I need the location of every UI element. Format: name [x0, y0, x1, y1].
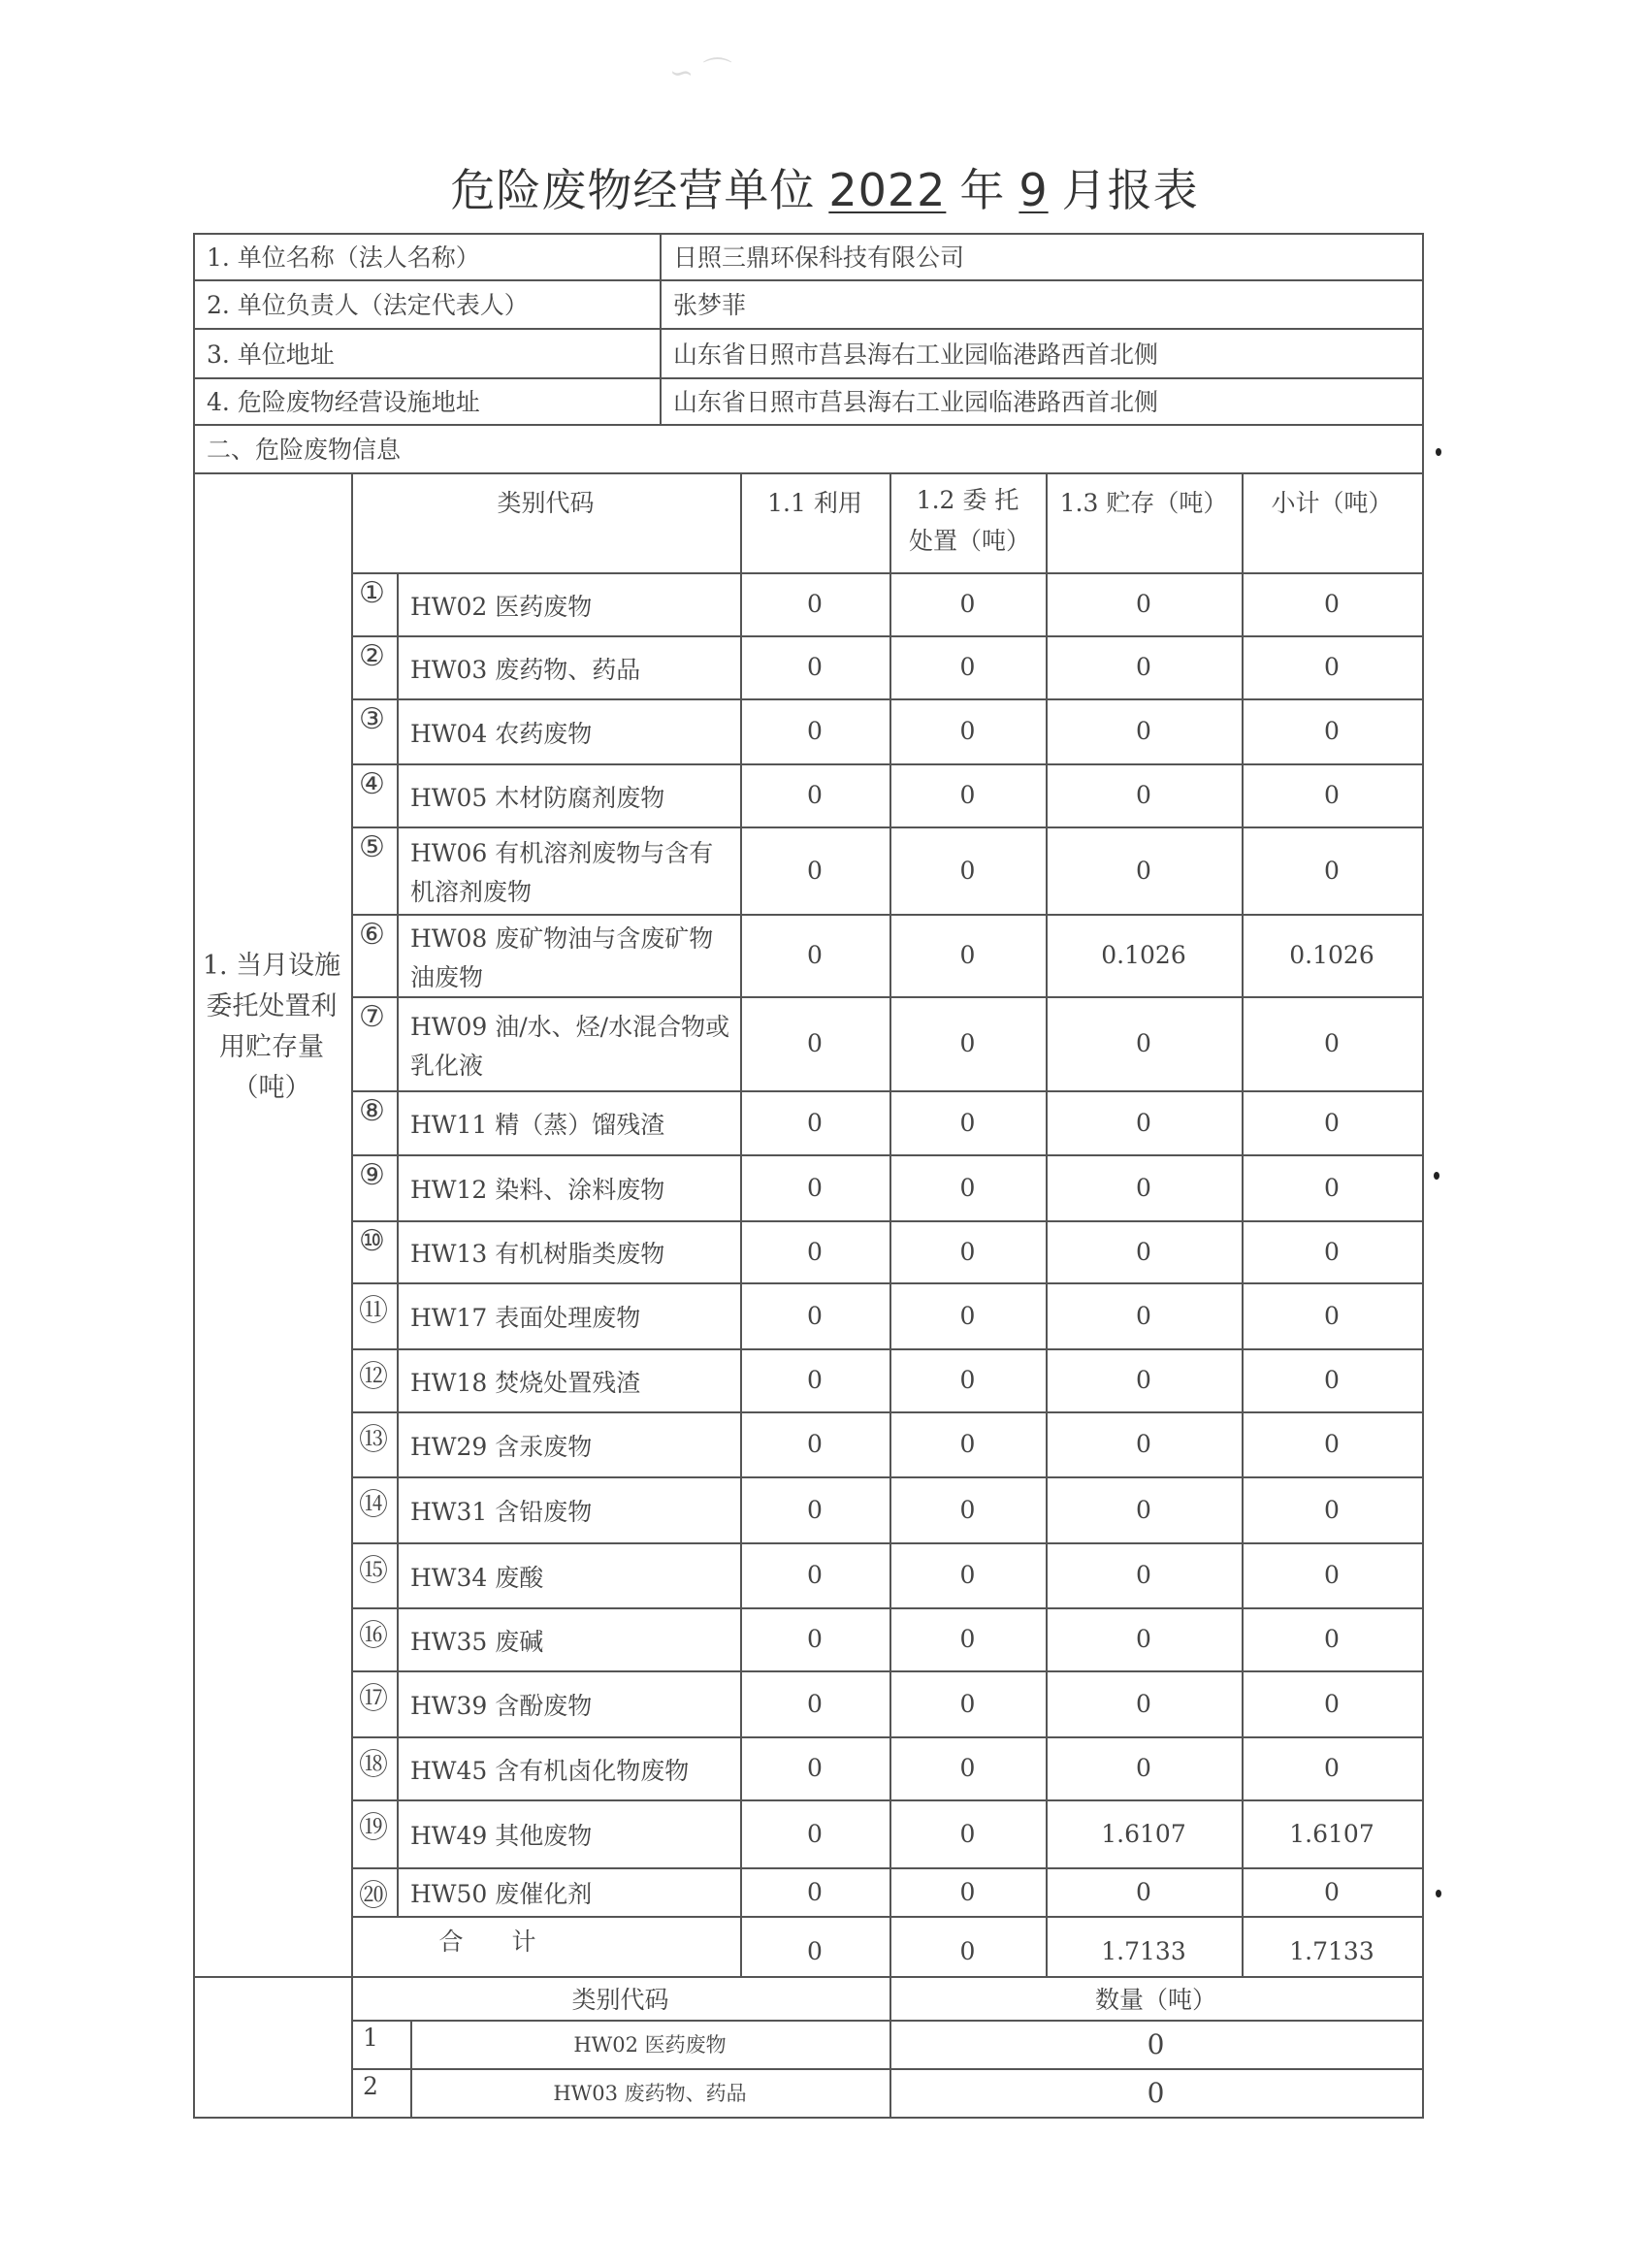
- row-number: ⑩: [359, 1224, 385, 1258]
- value-entrusted: [889, 635, 1046, 698]
- waste-category: [397, 1476, 740, 1542]
- value-entrusted: [889, 1799, 1046, 1867]
- value-utilize: [740, 1799, 889, 1867]
- value-entrusted-text: 0: [959, 1173, 976, 1202]
- value-subtotal-text: 1.6107: [1289, 1819, 1374, 1848]
- value-subtotal: [1242, 1090, 1422, 1154]
- value-utilize: [740, 1282, 889, 1348]
- value-utilize-text: 0: [807, 856, 823, 885]
- table-border-left: [193, 233, 195, 2117]
- waste-category: [397, 572, 740, 635]
- total-label: [351, 1916, 740, 1964]
- value-subtotal: [1242, 914, 1422, 996]
- table2-row-number-text: 2: [363, 2072, 378, 2100]
- waste-category-text: HW13 有机树脂类废物: [410, 1240, 665, 1268]
- waste-category-text: HW09 油/水、烃/水混合物或乳化液: [410, 1012, 730, 1080]
- value-entrusted-text: 0: [959, 1689, 976, 1718]
- value-utilize-text: 0: [807, 1689, 823, 1718]
- total-entrusted-text: 0: [959, 1936, 976, 1965]
- value-storage: [1046, 763, 1242, 826]
- table2-quantity-text: 0: [1147, 2027, 1165, 2060]
- value-utilize: [740, 763, 889, 826]
- value-subtotal: [1242, 1867, 1422, 1916]
- value-subtotal-text: 0: [1324, 856, 1340, 885]
- value-storage: [1046, 1670, 1242, 1736]
- value-utilize-text: 0: [807, 1561, 823, 1589]
- waste-category: [397, 996, 740, 1090]
- value-storage-text: 0: [1136, 1561, 1151, 1589]
- value-utilize-text: 0: [807, 941, 823, 969]
- value-storage: [1046, 1867, 1242, 1916]
- value-entrusted-text: 0: [959, 1301, 976, 1330]
- waste-category-text: HW17 表面处理废物: [410, 1304, 641, 1332]
- value-storage: [1046, 996, 1242, 1090]
- value-subtotal-text: 0: [1324, 1689, 1340, 1718]
- value-subtotal-text: 0: [1324, 1173, 1340, 1202]
- row-number: ⑨: [359, 1158, 385, 1192]
- value-subtotal-text: 0: [1324, 590, 1340, 618]
- value-entrusted-text: 0: [959, 781, 976, 809]
- value-utilize-text: 0: [807, 653, 823, 681]
- table-border-right: [1422, 233, 1424, 2117]
- table2-header-category-text: 类别代码: [571, 1985, 669, 2014]
- row-number: ⑬: [359, 1423, 388, 1457]
- value-entrusted-text: 0: [959, 653, 976, 681]
- waste-category: [397, 1607, 740, 1670]
- total-storage: [1046, 1916, 1242, 1976]
- section-divider: [193, 1976, 351, 1978]
- info-value: [660, 233, 1422, 279]
- value-entrusted: [889, 1348, 1046, 1411]
- value-entrusted-text: 0: [959, 1877, 976, 1906]
- scan-speck: [1436, 448, 1441, 456]
- value-subtotal-text: 0: [1324, 1561, 1340, 1589]
- value-storage: [1046, 1090, 1242, 1154]
- value-subtotal: [1242, 1476, 1422, 1542]
- table2-row-number: [351, 2020, 410, 2068]
- section-title: [193, 424, 1422, 472]
- info-label-text: 3. 单位地址: [207, 340, 335, 369]
- value-entrusted-text: 0: [959, 1108, 976, 1137]
- value-entrusted-text: 0: [959, 1366, 976, 1394]
- value-subtotal-text: 0: [1324, 1430, 1340, 1458]
- waste-category: [397, 1867, 740, 1916]
- value-utilize-text: 0: [807, 1754, 823, 1782]
- value-subtotal: [1242, 763, 1422, 826]
- value-utilize: [740, 635, 889, 698]
- value-storage-text: 0: [1136, 590, 1151, 618]
- value-subtotal-text: 0: [1324, 1108, 1340, 1137]
- value-utilize: [740, 1607, 889, 1670]
- waste-category-text: HW50 废催化剂: [410, 1880, 593, 1908]
- table2-header-quantity: [889, 1976, 1422, 2020]
- info-value: [660, 377, 1422, 424]
- value-entrusted-text: 0: [959, 1430, 976, 1458]
- report-year: 2022: [828, 164, 947, 216]
- value-utilize-text: 0: [807, 1173, 823, 1202]
- value-entrusted: [889, 1542, 1046, 1607]
- waste-category-text: HW34 废酸: [410, 1563, 544, 1592]
- header-storage-text: 1.3 贮存（吨）: [1059, 489, 1228, 517]
- value-storage-text: 0.1026: [1101, 941, 1186, 969]
- value-utilize-text: 0: [807, 1495, 823, 1524]
- value-utilize: [740, 826, 889, 914]
- value-storage-text: 0: [1136, 781, 1151, 809]
- value-entrusted-text: 0: [959, 1237, 976, 1266]
- section-column-rule: [351, 472, 353, 2117]
- value-storage-text: 0: [1136, 1430, 1151, 1458]
- value-storage: [1046, 1736, 1242, 1799]
- value-entrusted-text: 0: [959, 1819, 976, 1848]
- value-entrusted: [889, 1670, 1046, 1736]
- header-entrusted-disposal-text: 1.2 委 托 处置（吨）: [909, 486, 1031, 555]
- waste-category: [397, 1220, 740, 1282]
- row-number: ⑰: [359, 1682, 388, 1716]
- section-title-text: 二、危险废物信息: [207, 436, 402, 464]
- waste-category-text: HW29 含汞废物: [410, 1432, 593, 1461]
- value-subtotal: [1242, 1670, 1422, 1736]
- total-entrusted: [889, 1916, 1046, 1976]
- value-storage: [1046, 1282, 1242, 1348]
- value-storage: [1046, 1220, 1242, 1282]
- value-utilize: [740, 572, 889, 635]
- waste-category: [397, 1348, 740, 1411]
- waste-category: [397, 1282, 740, 1348]
- value-subtotal-text: 0: [1324, 781, 1340, 809]
- value-storage-text: 0: [1136, 717, 1151, 745]
- row-number: ⑱: [359, 1748, 388, 1782]
- value-entrusted: [889, 1282, 1046, 1348]
- info-label: [193, 279, 660, 328]
- value-subtotal: [1242, 996, 1422, 1090]
- value-entrusted-text: 0: [959, 856, 976, 885]
- value-storage-text: 1.6107: [1101, 1819, 1186, 1848]
- total-label-text: 合 计: [438, 1928, 536, 1956]
- waste-category: [397, 698, 740, 763]
- info-value-text: 山东省日照市莒县海右工业园临港路西首北侧: [673, 340, 1159, 369]
- info-label-text: 2. 单位负责人（法定代表人）: [207, 291, 529, 319]
- value-utilize: [740, 1867, 889, 1916]
- waste-category: [397, 1090, 740, 1154]
- value-storage: [1046, 1348, 1242, 1411]
- value-utilize-text: 0: [807, 1301, 823, 1330]
- row-number: ⑪: [359, 1294, 388, 1328]
- row-number: ⑭: [359, 1488, 388, 1522]
- total-subtotal: [1242, 1916, 1422, 1976]
- value-storage-text: 0: [1136, 1877, 1151, 1906]
- waste-category-text: HW49 其他废物: [410, 1822, 593, 1850]
- value-utilize: [740, 996, 889, 1090]
- value-entrusted: [889, 1220, 1046, 1282]
- value-subtotal-text: 0: [1324, 1237, 1340, 1266]
- info-value-text: 日照三鼎环保科技有限公司: [673, 243, 965, 272]
- header-entrusted-disposal: [889, 472, 1046, 572]
- value-entrusted: [889, 826, 1046, 914]
- table-border-bottom: [193, 2117, 1424, 2119]
- value-utilize-text: 0: [807, 1366, 823, 1394]
- waste-category: [397, 914, 740, 996]
- value-entrusted-text: 0: [959, 1625, 976, 1653]
- value-utilize-text: 0: [807, 590, 823, 618]
- waste-category: [397, 1411, 740, 1476]
- value-utilize-text: 0: [807, 781, 823, 809]
- table2-quantity-text: 0: [1147, 2076, 1165, 2109]
- waste-category-text: HW35 废碱: [410, 1627, 544, 1656]
- value-utilize-text: 0: [807, 1877, 823, 1906]
- value-entrusted-text: 0: [959, 1561, 976, 1589]
- table2-header-quantity-text: 数量（吨）: [1094, 1985, 1216, 2014]
- value-utilize-text: 0: [807, 1108, 823, 1137]
- value-storage-text: 0: [1136, 1173, 1151, 1202]
- waste-category-text: HW03 废药物、药品: [410, 655, 641, 684]
- value-storage: [1046, 1411, 1242, 1476]
- row-number: ④: [359, 767, 385, 801]
- value-subtotal: [1242, 1607, 1422, 1670]
- value-entrusted: [889, 698, 1046, 763]
- row-number: ②: [359, 639, 385, 673]
- waste-category: [397, 635, 740, 698]
- value-subtotal-text: 0: [1324, 717, 1340, 745]
- waste-category-text: HW39 含酚废物: [410, 1692, 593, 1720]
- value-subtotal: [1242, 572, 1422, 635]
- row-number: ①: [359, 576, 385, 610]
- row-number: ⑲: [359, 1811, 388, 1845]
- value-storage-text: 0: [1136, 1495, 1151, 1524]
- report-month: 9: [1018, 164, 1049, 216]
- waste-category-text: HW05 木材防腐剂废物: [410, 783, 665, 812]
- value-storage: [1046, 698, 1242, 763]
- value-entrusted-text: 0: [959, 717, 976, 745]
- table2-quantity: [889, 2020, 1422, 2068]
- table2-waste-category-text: HW02 医药废物: [573, 2033, 727, 2057]
- value-utilize: [740, 1476, 889, 1542]
- value-entrusted: [889, 914, 1046, 996]
- value-storage: [1046, 914, 1242, 996]
- value-utilize: [740, 1220, 889, 1282]
- waste-category-text: HW18 焚烧处置残渣: [410, 1368, 641, 1397]
- waste-category: [397, 826, 740, 914]
- header-utilize-text: 1.1 利用: [767, 489, 862, 517]
- value-utilize: [740, 914, 889, 996]
- title-prefix: 危险废物经营单位: [450, 164, 816, 216]
- value-storage: [1046, 1542, 1242, 1607]
- row-number: ⑯: [359, 1619, 388, 1653]
- table2-waste-category: [410, 2068, 889, 2117]
- table2-quantity: [889, 2068, 1422, 2117]
- row-number: ⑤: [359, 830, 385, 864]
- row-number: ⑫: [359, 1360, 388, 1394]
- value-storage-text: 0: [1136, 1301, 1151, 1330]
- total-utilize: [740, 1916, 889, 1976]
- value-utilize-text: 0: [807, 717, 823, 745]
- row-number: ⑧: [359, 1094, 385, 1128]
- value-storage-text: 0: [1136, 1237, 1151, 1266]
- waste-category: [397, 1799, 740, 1867]
- total-utilize-text: 0: [807, 1936, 823, 1965]
- page-title: [0, 155, 1649, 219]
- total-storage-text: 1.7133: [1101, 1936, 1186, 1965]
- value-entrusted: [889, 763, 1046, 826]
- info-label: [193, 233, 660, 279]
- row-number: ③: [359, 702, 385, 736]
- info-label-text: 4. 危险废物经营设施地址: [207, 388, 480, 416]
- value-entrusted: [889, 1411, 1046, 1476]
- title-year-suffix: 年: [959, 164, 1006, 216]
- header-utilize: [740, 472, 889, 572]
- scan-speck: [1436, 1890, 1441, 1897]
- value-subtotal-text: 0: [1324, 1495, 1340, 1524]
- value-utilize: [740, 1411, 889, 1476]
- header-subtotal-text: 小计（吨）: [1271, 489, 1393, 517]
- value-storage-text: 0: [1136, 653, 1151, 681]
- handwritten-mark: ∽ ⌒: [669, 56, 732, 90]
- value-entrusted-text: 0: [959, 1754, 976, 1782]
- value-storage-text: 0: [1136, 1029, 1151, 1057]
- value-utilize: [740, 1736, 889, 1799]
- value-entrusted: [889, 572, 1046, 635]
- value-entrusted: [889, 1867, 1046, 1916]
- value-entrusted-text: 0: [959, 941, 976, 969]
- header-storage: [1046, 472, 1242, 572]
- title-month-suffix: 月报表: [1061, 164, 1199, 216]
- waste-category-text: HW08 废矿物油与含废矿物油废物: [410, 923, 714, 991]
- row-number: ⑳: [359, 1879, 388, 1913]
- waste-category-text: HW31 含铅废物: [410, 1498, 593, 1526]
- info-label: [193, 377, 660, 424]
- info-label: [193, 328, 660, 377]
- value-utilize: [740, 698, 889, 763]
- value-entrusted: [889, 1154, 1046, 1220]
- waste-category-text: HW45 含有机卤化物废物: [410, 1756, 690, 1785]
- value-subtotal-text: 0: [1324, 1754, 1340, 1782]
- waste-category: [397, 1542, 740, 1607]
- value-entrusted-text: 0: [959, 1495, 976, 1524]
- waste-category: [397, 1736, 740, 1799]
- value-storage-text: 0: [1136, 1754, 1151, 1782]
- value-subtotal: [1242, 1411, 1422, 1476]
- waste-category-text: HW06 有机溶剂废物与含有机溶剂废物: [410, 839, 714, 906]
- value-subtotal-text: 0: [1324, 1625, 1340, 1653]
- value-storage-text: 0: [1136, 1366, 1151, 1394]
- value-storage: [1046, 1154, 1242, 1220]
- waste-category-text: HW11 精（蒸）馏残渣: [410, 1111, 665, 1139]
- value-subtotal-text: 0.1026: [1289, 941, 1374, 969]
- value-utilize-text: 0: [807, 1029, 823, 1057]
- info-value: [660, 328, 1422, 377]
- value-utilize: [740, 1542, 889, 1607]
- info-value-text: 山东省日照市莒县海右工业园临港路西首北侧: [673, 388, 1159, 416]
- row-number: ⑥: [359, 918, 385, 952]
- value-subtotal: [1242, 826, 1422, 914]
- value-subtotal: [1242, 1348, 1422, 1411]
- value-subtotal: [1242, 1282, 1422, 1348]
- value-subtotal: [1242, 635, 1422, 698]
- value-storage: [1046, 826, 1242, 914]
- value-subtotal: [1242, 1220, 1422, 1282]
- value-storage-text: 0: [1136, 1625, 1151, 1653]
- value-entrusted: [889, 1476, 1046, 1542]
- value-utilize-text: 0: [807, 1625, 823, 1653]
- value-storage-text: 0: [1136, 856, 1151, 885]
- row-number: ⑮: [359, 1554, 388, 1588]
- table2-header-category: [351, 1976, 889, 2020]
- scan-speck: [1434, 1172, 1439, 1180]
- value-subtotal: [1242, 698, 1422, 763]
- total-subtotal-text: 1.7133: [1289, 1936, 1374, 1965]
- value-entrusted-text: 0: [959, 590, 976, 618]
- value-subtotal: [1242, 1799, 1422, 1867]
- header-category: [351, 472, 740, 572]
- value-subtotal-text: 0: [1324, 1877, 1340, 1906]
- value-storage: [1046, 1799, 1242, 1867]
- header-category-text: 类别代码: [497, 489, 595, 517]
- value-entrusted: [889, 996, 1046, 1090]
- waste-category-text: HW02 医药废物: [410, 592, 593, 621]
- table2-waste-category: [410, 2020, 889, 2068]
- value-utilize: [740, 1348, 889, 1411]
- value-storage: [1046, 1476, 1242, 1542]
- header-subtotal: [1242, 472, 1422, 572]
- value-entrusted-text: 0: [959, 1029, 976, 1057]
- info-label-text: 1. 单位名称（法人名称）: [207, 243, 480, 272]
- row-number: ⑦: [359, 1000, 385, 1034]
- waste-category-text: HW12 染料、涂料废物: [410, 1176, 665, 1204]
- value-subtotal-text: 0: [1324, 1029, 1340, 1057]
- table2-row-number: [351, 2068, 410, 2117]
- value-utilize-text: 0: [807, 1237, 823, 1266]
- waste-category: [397, 1154, 740, 1220]
- info-value: [660, 279, 1422, 328]
- value-subtotal-text: 0: [1324, 1366, 1340, 1394]
- value-utilize: [740, 1670, 889, 1736]
- value-utilize: [740, 1154, 889, 1220]
- value-storage: [1046, 635, 1242, 698]
- value-utilize-text: 0: [807, 1430, 823, 1458]
- table2-row-number-text: 1: [363, 2024, 378, 2052]
- value-storage-text: 0: [1136, 1108, 1151, 1137]
- section-label: 1. 当月设施委托处置利用贮存量（吨）: [202, 951, 341, 1103]
- value-entrusted: [889, 1607, 1046, 1670]
- table2-waste-category-text: HW03 废药物、药品: [553, 2082, 747, 2105]
- value-entrusted: [889, 1736, 1046, 1799]
- value-subtotal: [1242, 1154, 1422, 1220]
- value-utilize-text: 0: [807, 1819, 823, 1848]
- value-entrusted: [889, 1090, 1046, 1154]
- value-subtotal: [1242, 1542, 1422, 1607]
- value-subtotal-text: 0: [1324, 1301, 1340, 1330]
- waste-category-text: HW04 农药废物: [410, 719, 593, 748]
- value-storage: [1046, 572, 1242, 635]
- waste-category: [397, 763, 740, 826]
- value-storage-text: 0: [1136, 1689, 1151, 1718]
- value-utilize: [740, 1090, 889, 1154]
- value-subtotal: [1242, 1736, 1422, 1799]
- value-storage: [1046, 1607, 1242, 1670]
- waste-category: [397, 1670, 740, 1736]
- value-subtotal-text: 0: [1324, 653, 1340, 681]
- info-value-text: 张梦菲: [673, 291, 747, 319]
